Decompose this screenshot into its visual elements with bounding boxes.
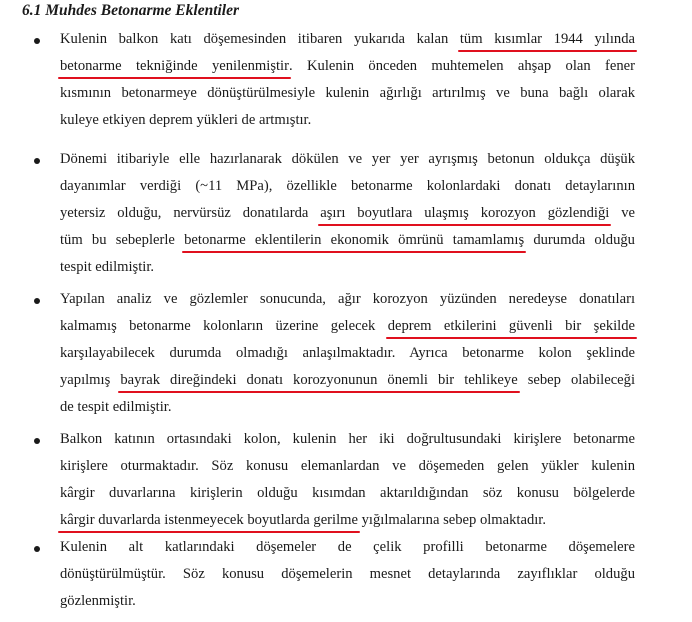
paragraph-line [60, 538, 635, 556]
text-segment: dönüştürülmüştür. Söz konusu döşemelerin mesnet detaylarında zayıflıklar olduğu [60, 566, 635, 582]
highlighted-phrase: aşırı boyutlara ulaşmış korozyon gözlendiği [320, 205, 610, 221]
text-segment: tüm bu sebeplerle [60, 232, 185, 248]
paragraph-line [60, 484, 635, 502]
bullet-point-icon [34, 158, 40, 164]
text-segment: tespit edilmiştir. [60, 259, 155, 275]
text-segment: gözlenmiştir. [60, 593, 136, 609]
text-segment: Yapılan analiz ve gözlemler sonucunda, ağır korozyon yüzünden neredeyse donatıları [60, 291, 635, 307]
paragraph-line [60, 371, 635, 389]
text-segment: Dönemi itibariyle elle hazırlanarak dökülen ve yer yer ayrışmış betonun oldukça düşük [60, 151, 635, 167]
paragraph-line [60, 565, 635, 583]
bullet-point-icon [34, 298, 40, 304]
text-segment: ve [609, 205, 635, 221]
bullet-point-icon [34, 438, 40, 444]
text-segment: kısmının betonarmeye dönüştürülmesiyle kulenin ağırlığı artırılmış ve buna bağlı olarak [60, 85, 635, 101]
text-segment: durumda olduğu [524, 232, 635, 248]
paragraph-line [60, 317, 635, 335]
paragraph-line [60, 398, 635, 416]
text-segment: kirişlere oturmaktadır. Söz konusu elemanlardan ve döşemeden gelen yükler kulenin [60, 458, 635, 474]
highlighted-phrase: bayrak direğindeki donatı korozyonunun önemli bir tehlikeye [120, 372, 518, 388]
paragraph-line [60, 258, 635, 276]
text-segment: karşılayabilecek durumda olmadığı anlaşılmaktadır. Ayrıca betonarme kolon şeklinde [60, 345, 635, 361]
highlighted-phrase: tüm kısımlar 1944 yılında [459, 31, 635, 47]
bullet-point-icon [34, 38, 40, 44]
paragraph-line [60, 177, 635, 195]
text-segment: kalmamış betonarme kolonların üzerine gelecek [60, 318, 388, 334]
text-segment: de tespit edilmiştir. [60, 399, 172, 415]
highlighted-phrase: betonarme eklentilerin ekonomik ömrünü tamamlamış [184, 232, 525, 248]
paragraph-line [60, 150, 635, 168]
text-segment: yetersiz olduğu, nervürsüz donatılarda [60, 205, 321, 221]
highlighted-phrase: kârgir duvarlarda istenmeyecek boyutlarda gerilme [60, 512, 358, 528]
text-segment: Kulenin alt katlarındaki döşemeler de çelik profilli betonarme döşemelere [60, 539, 635, 555]
paragraph-line [60, 344, 635, 362]
text-segment: yığılmalarına sebep olmaktadır. [357, 512, 547, 528]
highlighted-phrase: deprem etkilerini güvenli bir şekilde [387, 318, 635, 334]
paragraph-line [60, 204, 635, 222]
text-segment: Kulenin balkon katı döşemesinden itibaren yukarıda kalan [60, 31, 460, 47]
paragraph-line [60, 290, 635, 308]
text-segment: dayanımlar verdiği (~11 MPa), özellikle betonarme kolonlardaki donatı detaylarının [60, 178, 635, 194]
bullet-point-icon [34, 546, 40, 552]
text-segment: yapılmış [60, 372, 121, 388]
paragraph-line [60, 111, 635, 129]
paragraph-line [60, 57, 635, 75]
text-segment: . Kulenin önceden muhtemelen ahşap olan fener [288, 58, 635, 74]
paragraph-line [60, 84, 635, 102]
text-segment: kârgir duvarlarına kirişlerin olduğu kısımdan aktarıldığından söz konusu bölgelerde [60, 485, 635, 501]
paragraph-line [60, 511, 635, 529]
paragraph-line [60, 430, 635, 448]
paragraph-line [60, 457, 635, 475]
text-segment: kuleye etkiyen deprem yükleri de artmıştır. [60, 112, 312, 128]
text-segment: sebep olabileceği [517, 372, 635, 388]
paragraph-line [60, 592, 635, 610]
paragraph-line [60, 231, 635, 249]
highlighted-phrase: betonarme tekniğinde yenilenmiştir [60, 58, 289, 74]
paragraph-line [60, 30, 635, 48]
section-title: 6.1 Muhdes Betonarme Eklentiler [22, 2, 240, 19]
text-segment: Balkon katının ortasındaki kolon, kulenin her iki doğrultusundaki kirişlere betonarme [60, 431, 635, 447]
